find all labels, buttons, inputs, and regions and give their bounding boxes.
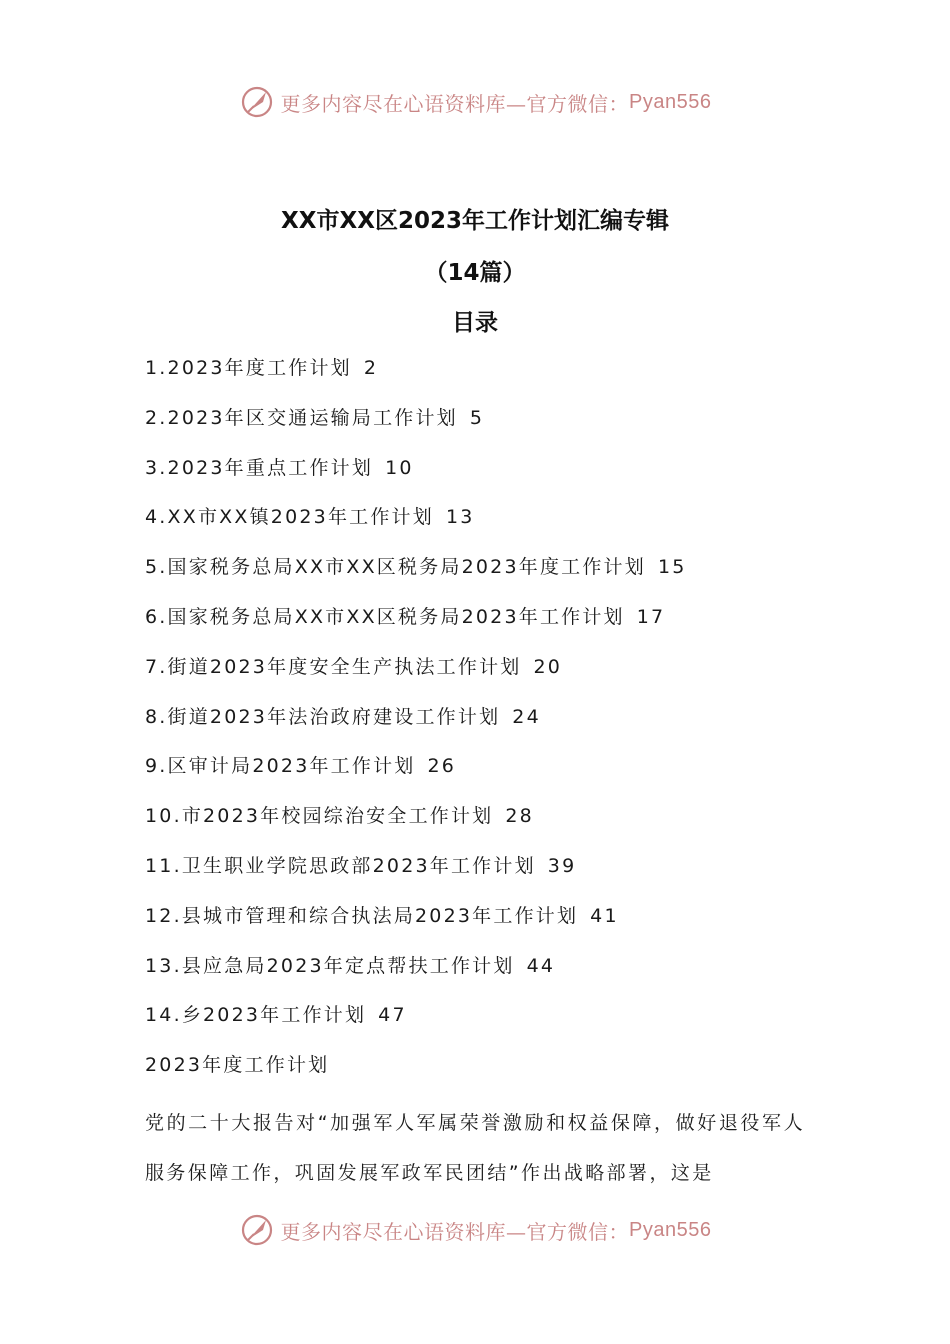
toc-item-label: 2.2023年区交通运输局工作计划 (145, 406, 458, 429)
toc-item-label: 11.卫生职业学院思政部2023年工作计划 (145, 854, 536, 877)
toc-item[interactable] (145, 952, 825, 1002)
toc-item-label: 5.国家税务总局XX市XX区税务局2023年度工作计划 (145, 556, 646, 579)
table-of-contents (145, 354, 825, 1051)
toc-item-page: 15 (657, 556, 687, 579)
toc-item-page: 44 (526, 954, 556, 977)
toc-item[interactable] (145, 404, 825, 454)
toc-item[interactable] (145, 802, 825, 852)
toc-item-page: 39 (547, 854, 577, 877)
toc-item-page: 5 (469, 406, 485, 429)
toc-item-page: 24 (512, 705, 541, 728)
toc-item-label: 8.街道2023年法治政府建设工作计划 (145, 705, 501, 728)
toc-item-page: 20 (533, 655, 563, 678)
quill-logo-icon (239, 1212, 275, 1248)
toc-item-page: 10 (385, 456, 414, 479)
toc-item-label: 4.XX市XX镇2023年工作计划 (145, 506, 434, 529)
toc-item-page: 28 (505, 805, 534, 828)
toc-item-page: 13 (445, 506, 475, 529)
toc-item[interactable] (145, 852, 825, 902)
watermark-text: 更多内容尽在心语资料库—官方微信： (280, 1219, 630, 1244)
toc-item-page: 26 (427, 755, 457, 778)
toc-item[interactable] (145, 1001, 825, 1051)
toc-item-page: 2 (363, 357, 379, 379)
toc-item[interactable] (145, 503, 825, 553)
toc-item[interactable] (145, 703, 825, 753)
toc-item-label: 9.区审计局2023年工作计划 (145, 755, 416, 778)
section-title: 2023年度工作计划 (145, 1054, 330, 1076)
toc-heading: 目录 (452, 310, 498, 336)
toc-item-label: 7.街道2023年度安全生产执法工作计划 (145, 655, 522, 678)
watermark-banner-bottom (0, 1212, 950, 1248)
toc-item-label: 1.2023年度工作计划 (145, 357, 352, 379)
toc-item-label: 6.国家税务总局XX市XX区税务局2023年工作计划 (145, 605, 625, 628)
body-paragraph: 党的二十大报告对“加强军人军属荣誉激励和权益保障，做好退役军人服务保障工作，巩固发展军政军民团结”作出战略部署，这是 (145, 1112, 805, 1184)
watermark-text: 更多内容尽在心语资料库—官方微信： (280, 91, 630, 116)
toc-item[interactable] (145, 603, 825, 653)
toc-item-label: 13.县应急局2023年定点帮扶工作计划 (145, 954, 515, 977)
quill-logo-icon (239, 84, 275, 120)
toc-item-page: 47 (378, 1004, 407, 1027)
document-title: XX市XX区2023年工作计划汇编专辑 (281, 208, 669, 234)
toc-item-label: 3.2023年重点工作计划 (145, 456, 374, 479)
watermark-banner-top (0, 84, 950, 120)
watermark-wechat-id: Pyan556 (629, 1218, 712, 1241)
toc-item[interactable] (145, 902, 825, 952)
toc-item-label: 14.乡2023年工作计划 (145, 1004, 367, 1027)
toc-item[interactable] (145, 354, 825, 404)
toc-item-label: 12.县城市管理和综合执法局2023年工作计划 (145, 904, 579, 927)
toc-item-page: 17 (636, 605, 666, 628)
toc-item[interactable] (145, 454, 825, 504)
toc-item-page: 41 (590, 904, 619, 927)
toc-item[interactable] (145, 653, 825, 703)
toc-item-label: 10.市2023年校园综治安全工作计划 (145, 805, 494, 828)
document-subtitle: （14篇） (424, 260, 526, 286)
toc-item[interactable] (145, 752, 825, 802)
watermark-wechat-id: Pyan556 (629, 90, 712, 113)
toc-item[interactable] (145, 553, 825, 603)
